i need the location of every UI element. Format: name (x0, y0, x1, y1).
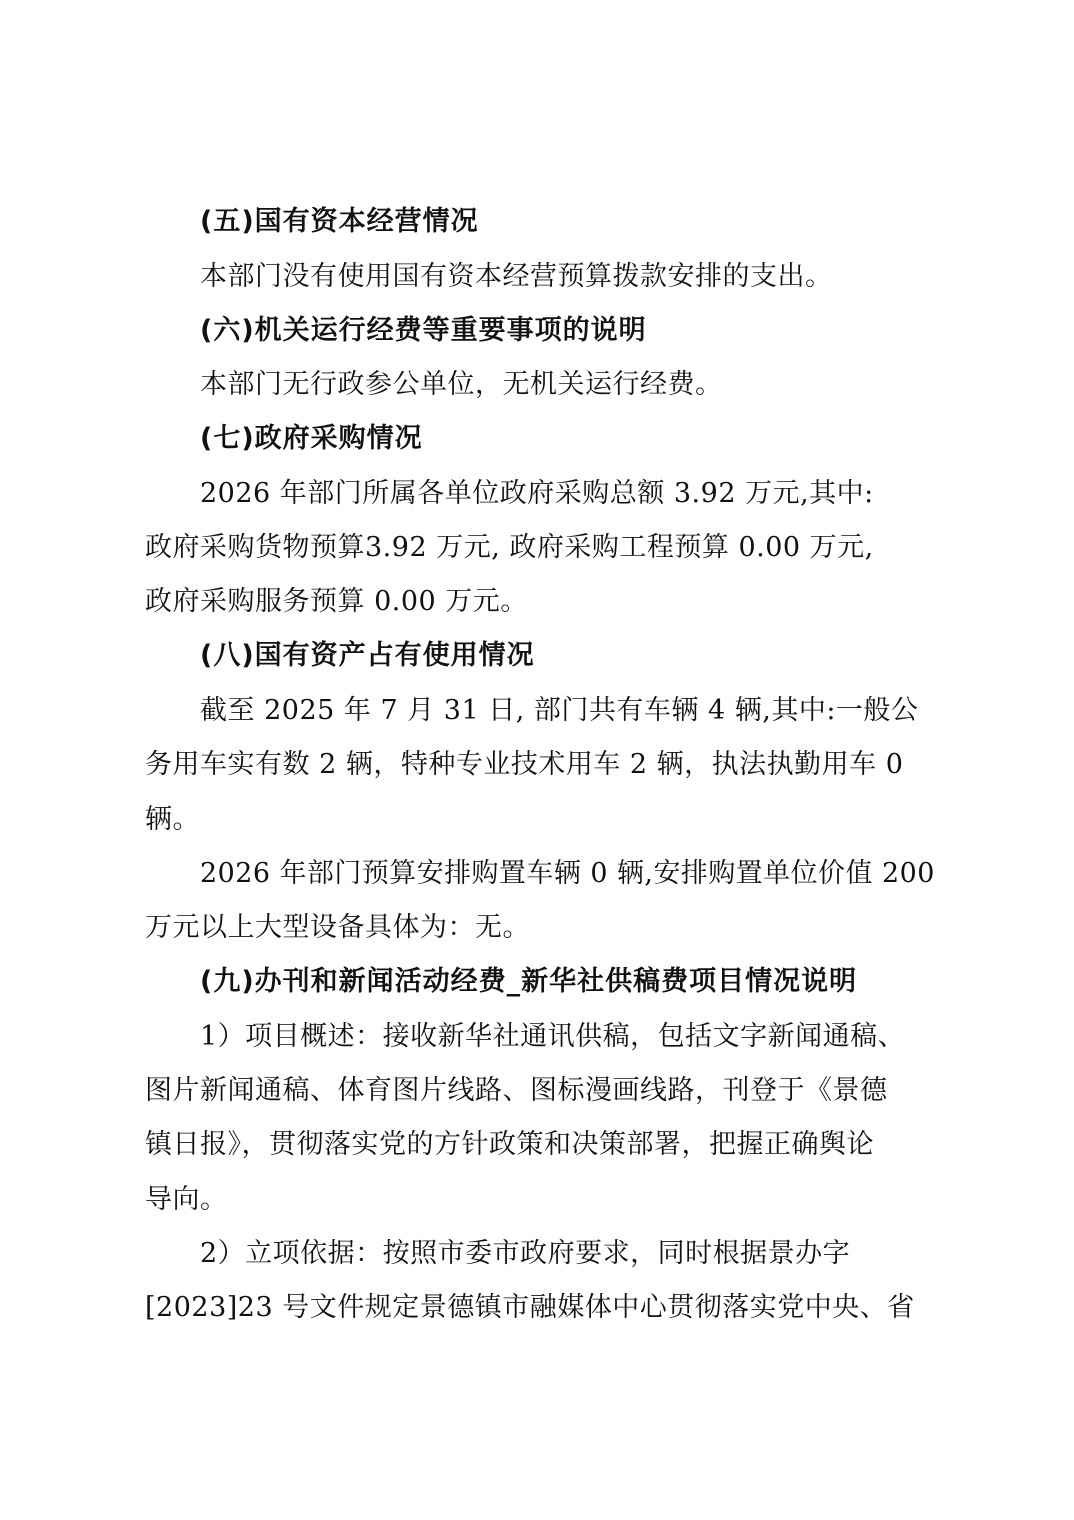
paragraph-line: 2）立项依据：按照市委市政府要求，同时根据景办字 (200, 1238, 851, 1269)
paragraph-line: 1）项目概述：接收新华社通讯供稿，包括文字新闻通稿、 (200, 1021, 906, 1052)
paragraph-line: 本部门没有使用国有资本经营预算拨款安排的支出。 (200, 261, 833, 292)
paragraph-line: 政府采购服务预算 0.00 万元。 (145, 586, 528, 617)
section-heading: (八)国有资产占有使用情况 (200, 640, 535, 671)
paragraph-line: [2023]23 号文件规定景德镇市融媒体中心贯彻落实党中央、省 (145, 1292, 915, 1323)
paragraph-line: 截至 2025 年 7 月 31 日, 部门共有车辆 4 辆,其中:一般公 (200, 695, 919, 726)
section-heading: (七)政府采购情况 (200, 423, 423, 454)
paragraph-line: 万元以上大型设备具体为：无。 (145, 912, 530, 943)
paragraph-line: 图片新闻通稿、体育图片线路、图标漫画线路，刊登于《景德 (145, 1075, 888, 1106)
paragraph-line: 本部门无行政参公单位，无机关运行经费。 (200, 369, 723, 400)
section-heading: (六)机关运行经费等重要事项的说明 (200, 315, 647, 346)
paragraph-line: 2026 年部门预算安排购置车辆 0 辆,安排购置单位价值 200 (200, 858, 935, 889)
paragraph-line: 镇日报》，贯彻落实党的方针政策和决策部署，把握正确舆论 (145, 1129, 874, 1160)
section-heading: (五)国有资本经营情况 (200, 206, 479, 237)
paragraph-line: 务用车实有数 2 辆，特种专业技术用车 2 辆，执法执勤用车 0 (145, 749, 904, 780)
paragraph-line: 2026 年部门所属各单位政府采购总额 3.92 万元,其中: (200, 478, 874, 509)
paragraph-line: 导向。 (145, 1184, 228, 1215)
paragraph-line: 辆。 (145, 804, 200, 835)
paragraph-line: 政府采购货物预算3.92 万元, 政府采购工程预算 0.00 万元, (145, 532, 874, 563)
section-heading: (九)办刊和新闻活动经费_新华社供稿费项目情况说明 (200, 966, 858, 997)
